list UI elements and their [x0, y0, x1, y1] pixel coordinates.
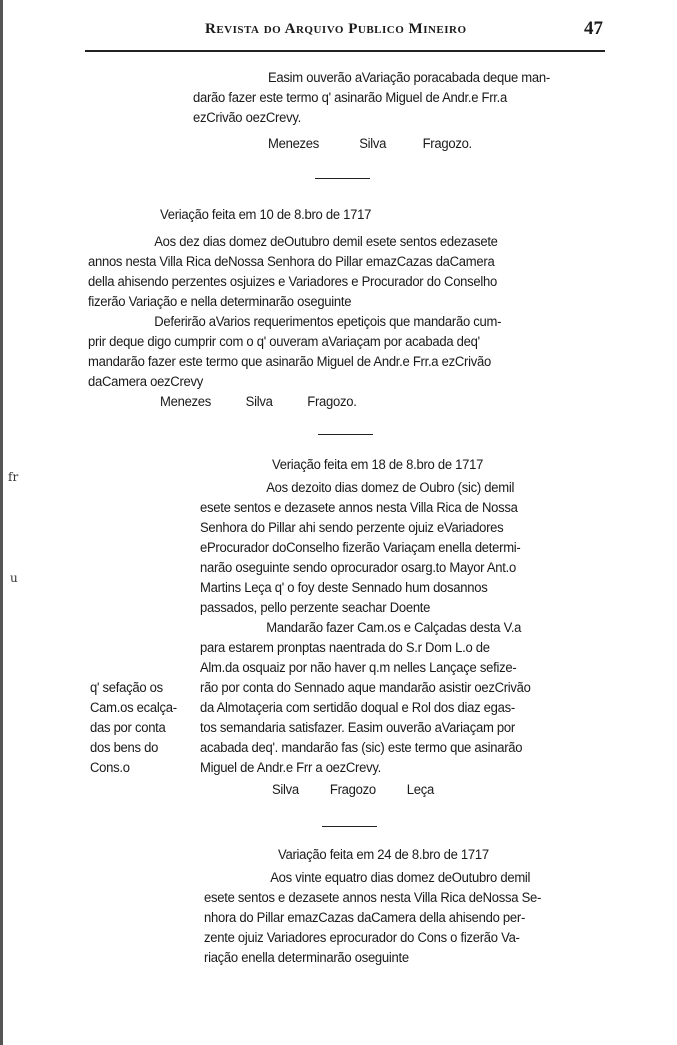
margin-note-line: Cam.os ecalça- — [90, 700, 177, 716]
section-separator — [322, 826, 377, 827]
text-line: fizerão Variação e nella determinarão oseguinte — [88, 294, 352, 310]
section-separator — [318, 434, 373, 435]
signature: Silva — [359, 136, 387, 152]
text-line: narão oseguinte sendo oprocurador osarg.to Mayor Ant.o — [200, 560, 516, 576]
text-line: prir deque digo cumprir com o q' ouveram aVariaçam por acabada deq' — [88, 334, 480, 350]
text-line: Aos vinte equatro dias domez deOutubro demil — [270, 870, 531, 886]
running-header — [85, 18, 605, 46]
text-line: mandarão fazer este termo que asinarão Miguel de Andr.e Frr.a ezCrivão — [88, 354, 491, 370]
text-line: della ahisendo perzentes osjuizes e Variadores e Procurador do Conselho — [88, 274, 497, 290]
text-line: Martins Leça q' o foy deste Sennado hum dosannos — [200, 580, 488, 596]
entry3-body — [204, 868, 609, 968]
text-line: Mandarão fazer Cam.os e Calçadas desta V.a — [266, 620, 522, 636]
stray-mark: fr — [8, 470, 19, 484]
section-separator — [315, 178, 370, 179]
text-line: annos nesta Villa Rica deNossa Senhora do Pillar emazCazas daCamera — [88, 254, 495, 270]
signature: Fragozo. — [307, 394, 357, 410]
text-line: Aos dezoito dias domez de Oubro (sic) demil — [266, 480, 515, 496]
text-line: daCamera oezCrevy — [88, 374, 204, 390]
entry0-body-cont — [193, 88, 598, 128]
margin-note-line: dos bens do — [90, 740, 159, 756]
signature: Menezes — [160, 394, 212, 410]
entry-heading: Veriação feita em 18 de 8.bro de 1717 — [272, 457, 484, 473]
text-line: eProcurador doConselho fizerão Variaçam enella determi- — [200, 540, 521, 556]
entry0-body — [268, 68, 599, 88]
entry2-heading — [272, 455, 548, 475]
text-line: zente ojuiz Variadores eprocurador do Cons o fizerão Va- — [204, 930, 520, 946]
entry1-heading — [160, 205, 436, 225]
text-line: Deferirão aVarios requerimentos epetiçois que mandarão cum- — [154, 314, 502, 330]
text-line: para estarem pronptas naentrada do S.r Dom L.o de — [200, 640, 490, 656]
signature: Leça — [406, 782, 435, 798]
text-line: nhora do Pillar emazCazas daCamera della ahisendo per- — [204, 910, 526, 926]
margin-note-line: Cons.o — [90, 760, 130, 776]
text-line: riação enella determinarão oseguinte — [204, 950, 409, 966]
signature: Silva — [272, 782, 299, 798]
stray-mark: u — [10, 571, 18, 585]
entry-heading: Veriação feita em 10 de 8.bro de 1717 — [160, 207, 372, 223]
text-line: rão por conta do Sennado aque mandarão asistir oezCrivão — [200, 680, 531, 696]
text-line: esete sentos e dezasete annos nesta Villa Rica de Nossa — [200, 500, 518, 516]
entry1-signatures — [160, 392, 399, 412]
journal-title: Revista do Arquivo Publico Mineiro — [205, 21, 467, 37]
entry2-signatures — [272, 780, 511, 800]
entry2-margin-note — [90, 678, 191, 778]
text-line: da Almotaçeria com sertidão doqual e Rol dos diaz egas- — [200, 700, 515, 716]
entry1-body — [88, 232, 612, 392]
text-line: Alm.da osquaiz por não haver q.m nelles Lançaçe sefize- — [200, 660, 517, 676]
signature: Silva — [245, 394, 273, 410]
page-edge-shadow — [0, 0, 3, 1045]
text-line: ezCrivão oezCrevy. — [193, 110, 301, 126]
page-number: 47 — [584, 18, 603, 39]
text-line: Aos dez dias domez deOutubro demil esete sentos edezasete — [154, 234, 498, 250]
text-line: passados, pello perzente seachar Doente — [200, 600, 431, 616]
text-line: darão fazer este termo q' asinarão Miguel de Andr.e Frr.a — [193, 90, 507, 106]
entry-heading: Variação feita em 24 de 8.bro de 1717 — [278, 847, 489, 863]
entry3-heading — [278, 845, 554, 865]
entry2-body — [200, 478, 605, 778]
entry0-signatures — [268, 134, 507, 154]
margin-note-line: das por conta — [90, 720, 166, 736]
text-line: esete sentos e dezasete annos nesta Villa Rica deNossa Se- — [204, 890, 542, 906]
text-line: Easim ouverão aVariação poracabada deque man- — [268, 70, 550, 86]
text-line: Miguel de Andr.e Frr a oezCrevy. — [200, 760, 381, 776]
text-line: Senhora do Pillar ahi sendo perzente ojuiz eVariadores — [200, 520, 504, 536]
text-line: acabada deq'. mandarão fas (sic) este termo que asinarão — [200, 740, 523, 756]
signature: Menezes — [268, 136, 320, 152]
text-line: tos semandaria satisfazer. Easim ouverão aVariaçam por — [200, 720, 515, 736]
header-rule — [85, 50, 605, 52]
signature: Fragozo — [329, 782, 376, 798]
margin-note-line: q' sefação os — [90, 680, 163, 696]
signature: Fragozo. — [422, 136, 472, 152]
